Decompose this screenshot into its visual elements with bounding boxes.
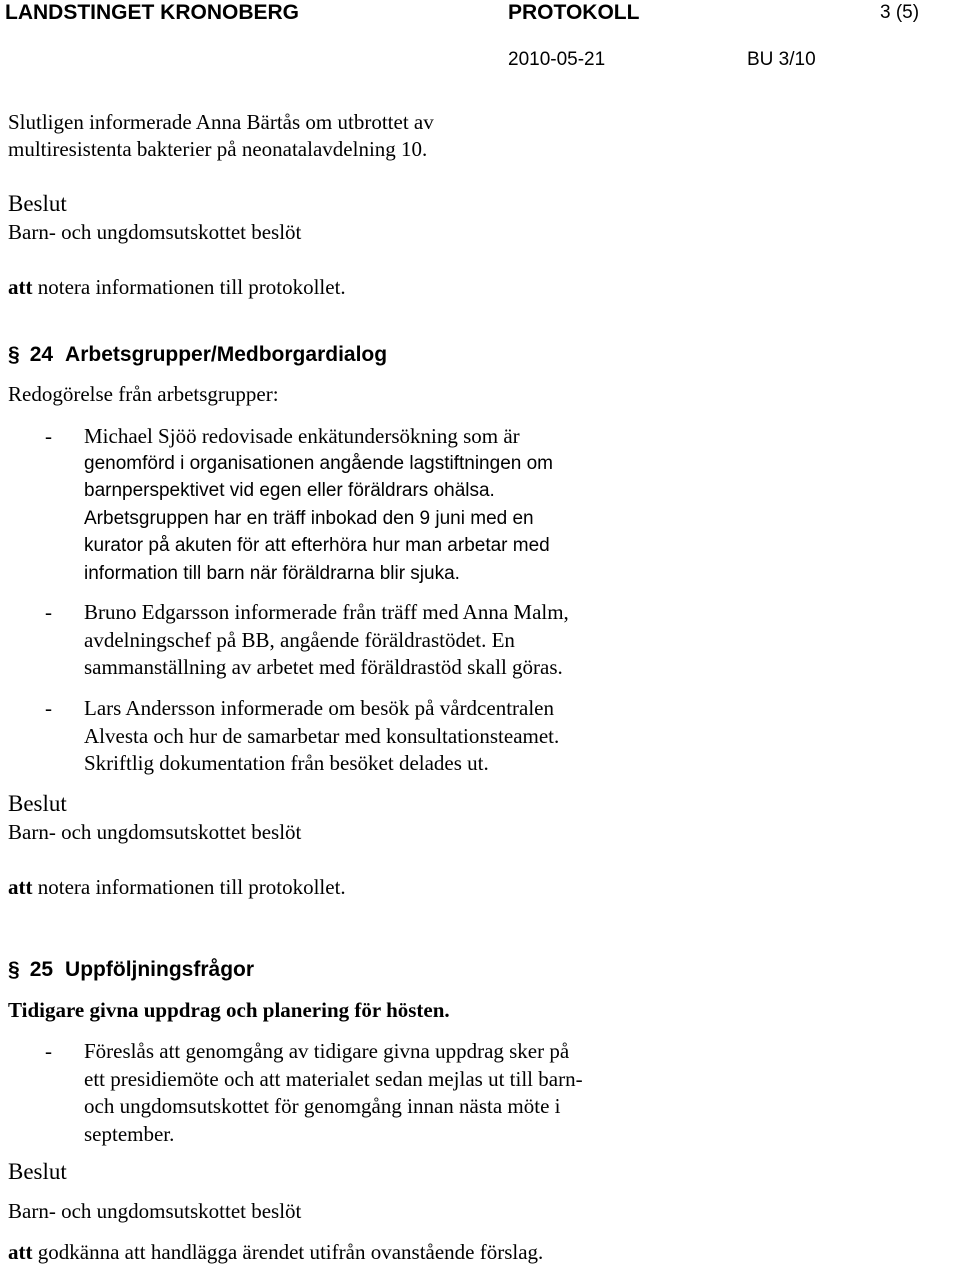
decision-line: Barn- och ungdomsutskottet beslöt: [8, 220, 302, 244]
list-item-line: Michael Sjöö redovisade enkätundersökning som är: [84, 424, 520, 448]
list-item-line: information till barn när föräldrarna blir sjuka.: [84, 562, 460, 584]
list-item-line: Skriftlig dokumentation från besöket delades ut.: [84, 751, 489, 775]
att-keyword: att: [8, 275, 33, 299]
list-dash: -: [45, 696, 52, 720]
section-title: Arbetsgrupper/Medborgardialog: [65, 343, 388, 366]
intro-line: Slutligen informerade Anna Bärtås om utbrottet av: [8, 110, 434, 134]
list-item-line: september.: [84, 1121, 175, 1146]
list-item-line: barnperspektivet vid egen eller föräldrars ohälsa.: [84, 480, 495, 501]
list-item-line: och ungdomsutskottet för genomgång innan nästa möte i: [84, 1094, 561, 1118]
list-item-line: avdelningschef på BB, angående föräldrastödet. En: [84, 627, 515, 652]
decision-heading: Beslut: [8, 1159, 67, 1184]
list-dash: -: [45, 600, 52, 624]
decision-content: notera informationen till protokollet.: [37, 875, 346, 899]
decision-heading: Beslut: [8, 791, 67, 816]
section-number: 25: [29, 958, 54, 981]
paragraph-symbol: §: [8, 958, 20, 981]
decision-heading: Beslut: [8, 191, 67, 216]
list-item-line: Bruno Edgarsson informerade från träff med Anna Malm,: [84, 600, 569, 624]
intro-line: multiresistenta bakterier på neonatalavdelning 10.: [8, 137, 428, 161]
list-item-line: Föreslås att genomgång av tidigare givna uppdrag sker på: [84, 1039, 570, 1063]
decision-content: notera informationen till protokollet.: [37, 275, 346, 299]
page-number: 3 (5): [880, 2, 920, 23]
paragraph-symbol: §: [8, 343, 20, 366]
decision-text: [8, 273, 346, 301]
section-subtitle: Redogörelse från arbetsgrupper:: [8, 382, 279, 406]
list-item-line: kurator på akuten för att efterhöra hur man arbetar med: [84, 535, 550, 556]
decision-line: Barn- och ungdomsutskottet beslöt: [8, 820, 302, 844]
section-heading: [8, 956, 254, 984]
list-item-line: genomförd i organisationen angående lagstiftningen om: [84, 452, 553, 474]
decision-content: godkänna att handlägga ärendet utifrån ovanstående förslag.: [37, 1240, 544, 1264]
list-item-line: Lars Andersson informerade om besök på vårdcentralen: [84, 696, 554, 720]
section-title: Uppföljningsfrågor: [65, 958, 255, 981]
att-keyword: att: [8, 1240, 33, 1264]
meeting-date: 2010-05-21: [508, 49, 606, 70]
list-dash: -: [45, 1039, 52, 1063]
list-item-line: ett presidiemöte och att materialet sedan mejlas ut till barn-: [84, 1066, 583, 1091]
section-heading: [8, 341, 387, 369]
decision-line: Barn- och ungdomsutskottet beslöt: [8, 1199, 302, 1223]
decision-text: [8, 873, 346, 901]
list-item-line: Arbetsgruppen har en träff inbokad den 9 juni med en: [84, 507, 534, 529]
section-subtitle: Tidigare givna uppdrag och planering för hösten.: [8, 998, 450, 1022]
case-ref: BU 3/10: [747, 49, 816, 70]
org-name: LANDSTINGET KRONOBERG: [5, 1, 299, 24]
att-keyword: att: [8, 875, 33, 899]
doc-type: PROTOKOLL: [508, 1, 640, 24]
list-item-line: sammanställning av arbetet med föräldrastöd skall göras.: [84, 655, 563, 679]
section-number: 24: [29, 343, 54, 366]
list-dash: -: [45, 424, 52, 448]
list-item-line: Alvesta och hur de samarbetar med konsultationsteamet.: [84, 723, 560, 748]
decision-text: [8, 1238, 543, 1266]
